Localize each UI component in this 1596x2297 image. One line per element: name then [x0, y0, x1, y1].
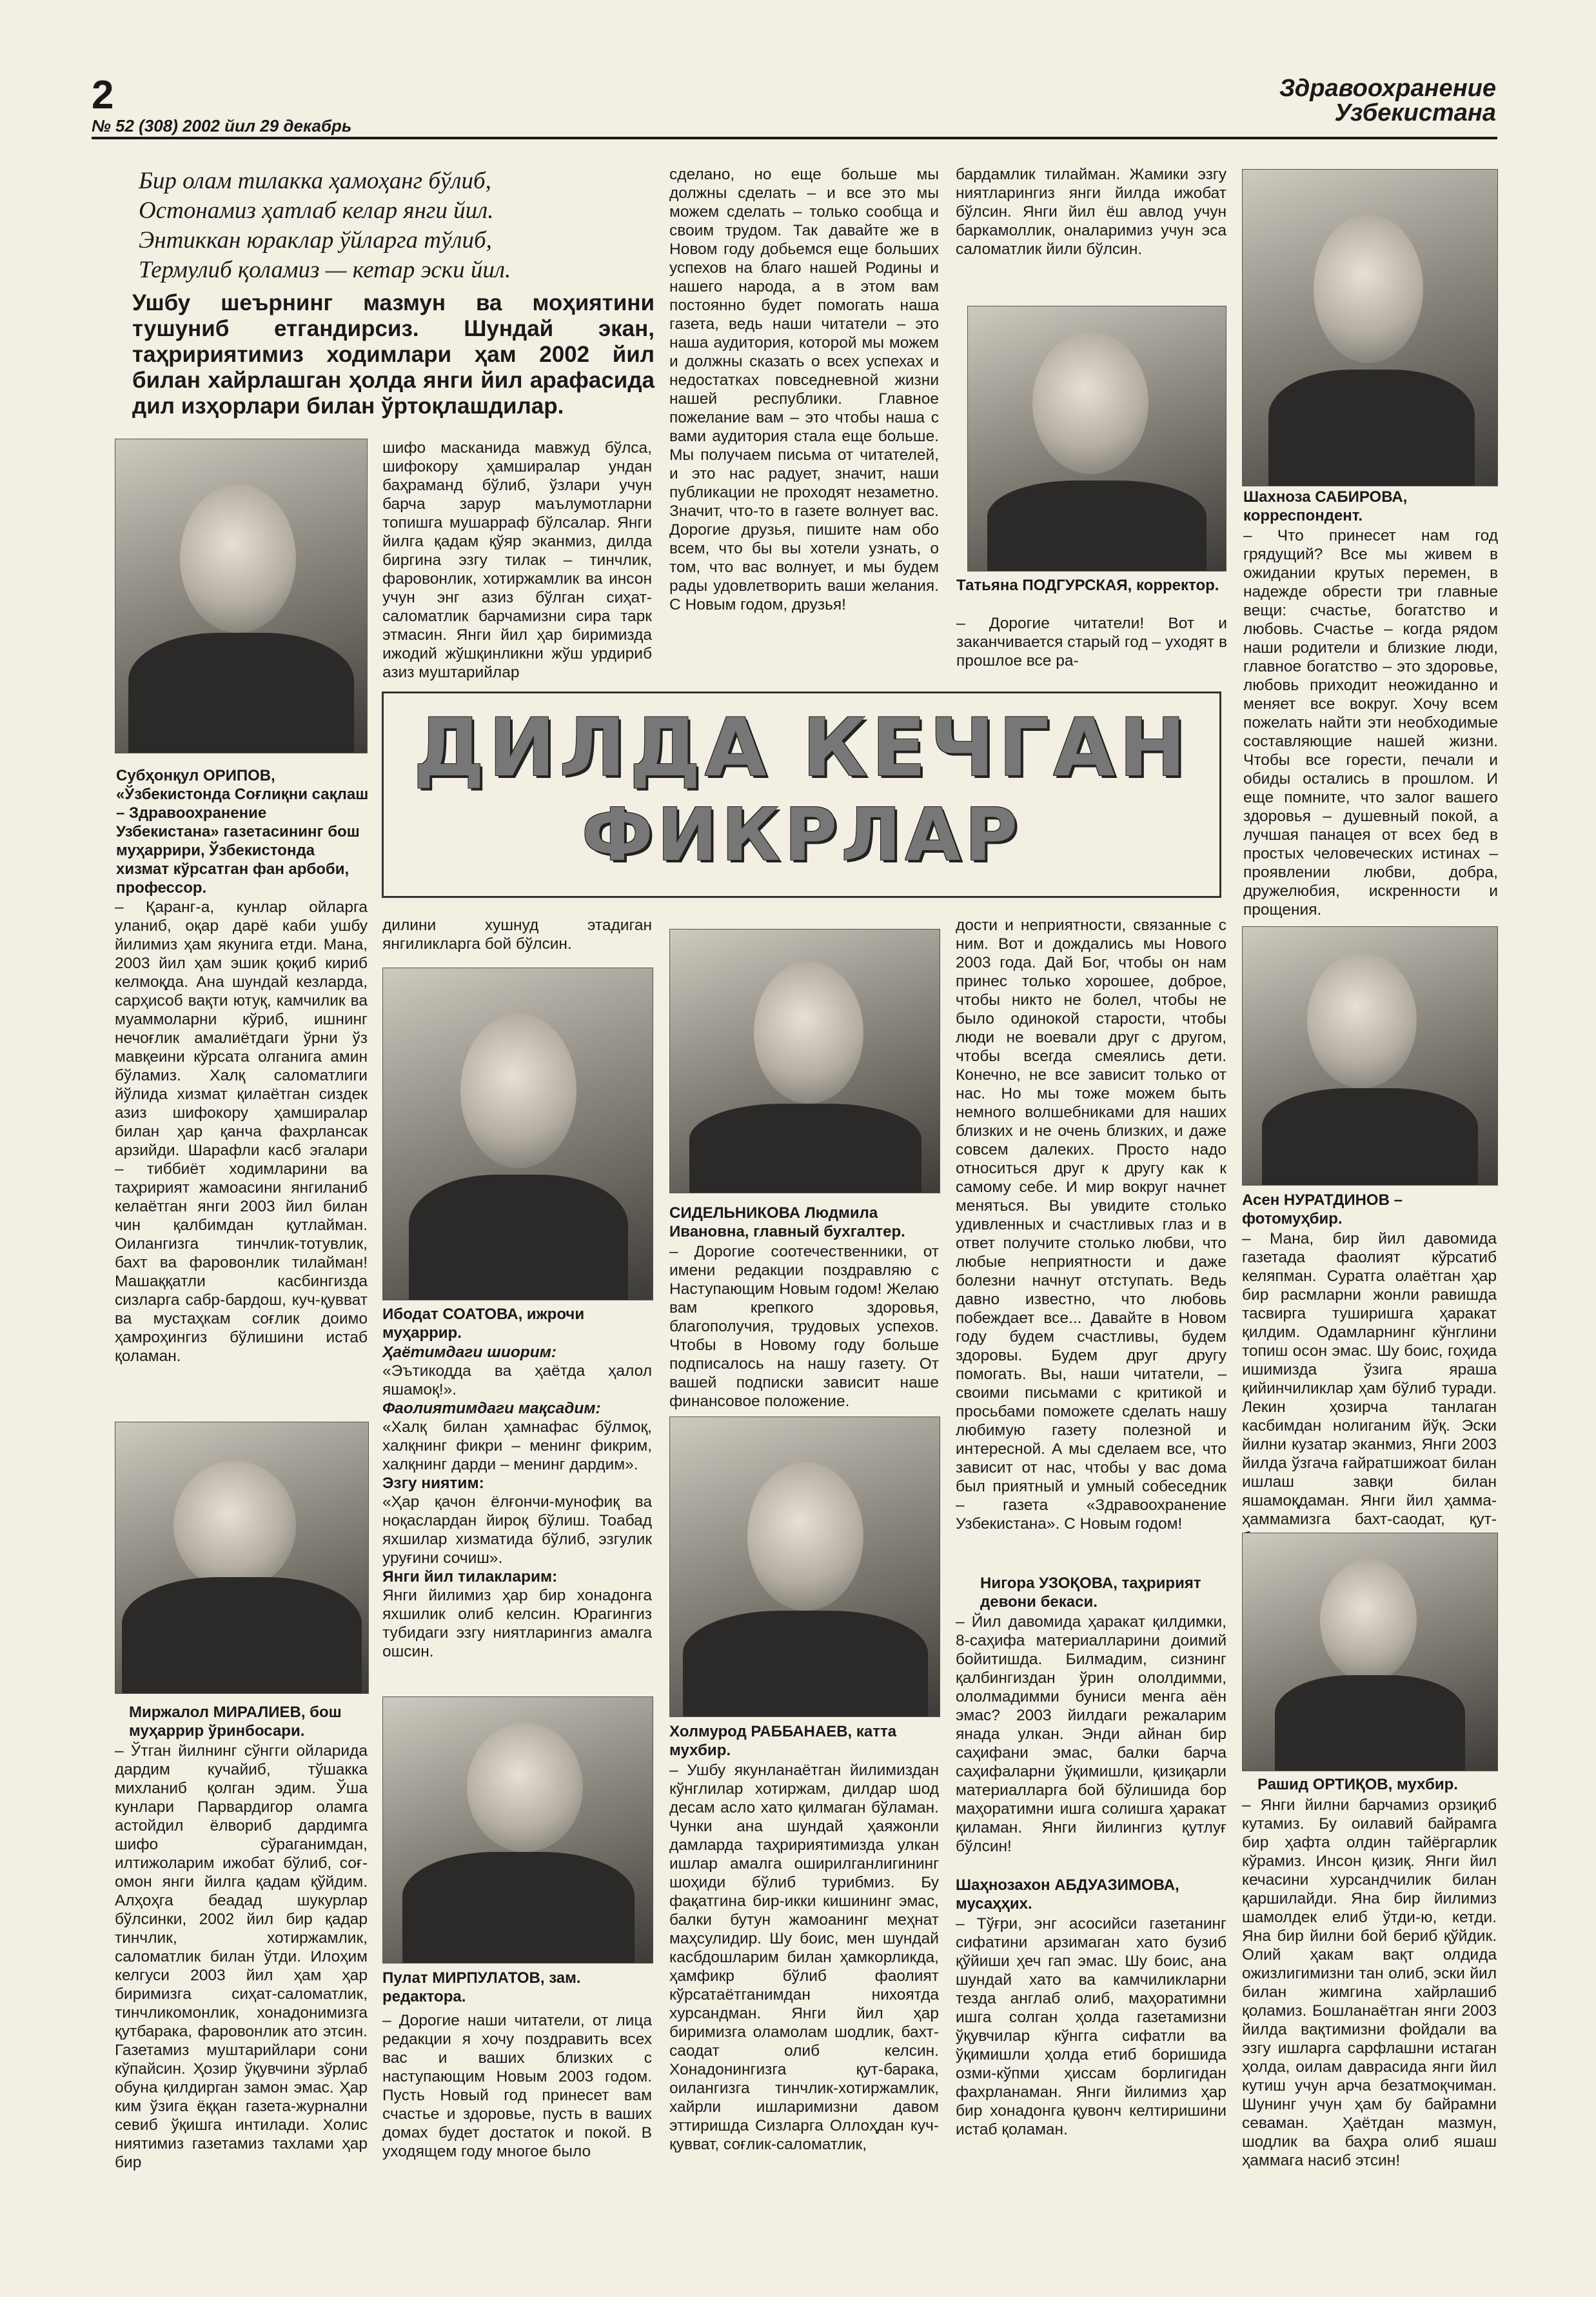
abduzimova-text: – Тўғри, энг асосийси газетанинг сифатини арзимаган хато бузиб қўйиши ҳеч гап эмас. Шу боис, ана шундай хато ва камчиликларни тезда англаб олиб, маҳоратимни ишга солган ҳолда газетамизни ўқувчилар кўнгга сифатли ва ўқимишли ҳолда етиб боришида озми-кўпми ҳиссам борлигидан фахрланаман. Янги йилимиз ҳар бир хонадонга қувонч келтиришини истаб қоламан. [956, 1915, 1227, 2138]
ortiqov-caption: Рашид ОРТИҚОВ, мухбир. [1257, 1776, 1458, 1793]
masthead-line1: Здравоохранение [1279, 75, 1496, 102]
rabbanaev-photo [669, 1417, 940, 1717]
title-line2: ФИКРЛАР [581, 793, 1022, 877]
podgurskaya-photo [967, 306, 1227, 572]
issue-date: № 52 (308) 2002 йил 29 декабрь [92, 116, 352, 135]
soatova-q2: Фаолиятимдаги мақсадим: [382, 1400, 601, 1417]
podgurskaya-text: – Дорогие читатели! Вот и заканчивается старый год – уходят в прошлое все ра- [956, 615, 1227, 670]
soatova-caption: Ибодат СОАТОВА, ижрочи муҳаррир. [382, 1306, 585, 1342]
title-box [382, 691, 1221, 898]
uzokova-caption: Нигора УЗОҚОВА, таҳририят девони бекаси. [980, 1575, 1201, 1611]
header-rule [92, 137, 1497, 139]
editorial-text: сделано, но еще больше мы должны сделать – и все это мы можем сделать – только сообща и своим трудом. Так давайте же в Новом году добьемся еще больших успехов на благо нашей Родины и нашего народа, а в этом вам постоянно будет помогать наша газета, ведь наши читатели – это наша аудитория, которой мы можем и должны сказать о всех успехах и недостатках повседневной жизни нашей республики. Главное пожелание вам – это чтобы наша с вами аудитория стала еще больше. Мы получаем письма от читателей, и это нас радует, значит, наши публикации не проходят незаметно. Значит, что-то в газете волнует вас. Дорогие друзья, пишите нам обо всем, что бы вы хотели узнать, о том, что вас волнует, и мы будем рады удовлетворить ваши желания. С Новым годом, друзья! [669, 166, 939, 613]
oripov-text-continued: шифо масканида мавжуд бўлса, шифокору ҳамширалар ундан баҳраманд бўлиб, ўзлари учун барча зарур маълумотларни топишга мушарраф бўлсалар. Янги йилга қадам қўяр эканмиз, дилда биргина эзгу тилак – тинчлик, фаровонлик, хотиржамлик ва инсон учун энг азиз бўлган сиҳат-саломатлик барчамизни сира тарк этмасин. Янги йил ҳар биримизда ижодий жўшқинликни жўш урдириб азиз муштарийлар [382, 439, 652, 681]
center-right-text: дости и неприятности, связанные с ним. Вот и дождались мы Нового 2003 года. Дай Бог, чтобы он нам принес только хорошее, доброе, чтобы никто не болел, чтобы не было одинокой старости, чтобы люди не воевали друг с другом, чтобы всегда смеялись дети. Конечно, не все зависит только от нас. Но мы тоже можем быть немного волшебниками для наших близких и не очень близких, и даже совсем далеких. Просто надо относиться друг к другу как к самому себе. И мир вокруг начнет меняться. Вы увидите столько удивленных и счастливых глаз и в ответ получите столько любви, что любые неприятности и даже болезни начнут отступать. Ведь давно известно, что любовь побеждает все... Давайте в Новом году будем счастливы, будем здоровы. Будем друг другу помогать. Вы, наши читатели, – своими письмами с критикой и просьбами поможете сделать нашу любимую газету полезной и интересной. А мы сделаем все, что зависит от нас, чтобы у вас дома был приятный и умный собеседник – газета «Здравоохранение Узбекистана». С Новым годом! [956, 917, 1227, 1533]
mirpulatov-caption: Пулат МИРПУЛАТОВ, зам. редактора. [382, 1969, 581, 2005]
oripov-photo [115, 439, 368, 753]
soatova-q3: Эзгу ниятим: [382, 1475, 484, 1492]
nuratdinov-text: – Мана, бир йил давомида газетада фаолият кўрсатиб келяпман. Суратга олаётган ҳар бир расмларни жонли равишда тасвирга туширишга ҳаракат қилдим. Одамларнинг кўнглини топиш осон эмас. Шу боис, гоҳида ишимизда ўзига яраша қийинчиликлар ҳам бўлиб туради. Лекин ҳозирча танлаган касбимдан нолиганим йўқ. Эски йилни кузатар эканмиз, Янги 2003 йилда ўзгача ғайратшижоат билан ишлаш завқи билан яшамоқдаман. Янги йил ҳамма-ҳаммамизга бахт-саодат, қут- [1242, 1230, 1497, 1528]
podgurskaya-text-top: бардамлик тилайман. Жамики эзгу ниятларингиз янги йилда ижобат бўлсин. Янги йил ёш авлод учун баркамоллик, оналаримиз учун эса саломатлик йили бўлсин. [956, 166, 1227, 258]
masthead-line2: Узбекистана [1334, 99, 1496, 126]
nuratdinov-photo [1242, 926, 1498, 1186]
soatova-text-top: дилини хушнуд этадиган янгиликларга бой бўлсин. [382, 917, 652, 953]
lead-paragraph: Ушбу шеърнинг мазмун ва моҳиятини тушуниб етгандирсиз. Шундай экан, таҳририятимиз ходимлари ҳам 2002 йил билан хайрлашган ҳолда янги йил арафасида дил изҳорлари билан ўртоқлашдилар. [132, 290, 655, 419]
miraliev-photo [115, 1422, 369, 1694]
soatova-a4: Янги йилимиз ҳар бир хонадонга яхшилик олиб келсин. Юрагингиз тубидаги эзгу ниятларингиз амалга ошсин. [382, 1587, 652, 1660]
sidelnikova-caption: СИДЕЛЬНИКОВА Людмила Ивановна, главный бухгалтер. [669, 1204, 905, 1240]
oripov-text: – Қаранг-а, кунлар ойларга уланиб, оқар дарё каби ушбу йилимиз ҳам якунига етди. Мана, 2003 йил ҳам эшик қоқиб кириб келмоқда. Ана шундай кезларда, сарҳисоб вақти ютуқ, камчилик ва муаммоларни кўриб, ишнинг нечоғлик амалиётдаги ўрни ўз мавқеини кўрсата олганига амин бўламиз. Халқ саломатлиги йўлида хизмат қилаётган сиздек азиз шифокору ҳамширалар билан ҳар қанча фахрлансак арзийди. Шарафли касб эгалари – тиббиёт ходимларини ва таҳририят жамоасини янгиланиб келаётган янги 2003 йил билан чин қалбимдан қутлайман. Оилангизга тинчлик-тотувлик, бахт ва фаровонлик тилайман! Машаққатли касбингизда сизларга сабр-бардош, куч-қувват ва мустаҳкам соғлик доимо ҳамроҳингиз бўлишини истаб қоламан. [115, 899, 368, 1365]
sabirova-text: – Что принесет нам год грядущий? Все мы живем в ожидании крутых перемен, в надежде обрести три главные вещи: счастье, богатство и любовь. Счастье – когда рядом наши родители и близкие люди, главное богатство – это здоровье, любовь приходит неожиданно и меняет все вокруг. Хочу всем пожелать найти эти необходимые составляющие нашей жизни. Чтобы все горести, печали и обиды остались в прошлом. И еще помните, что залог вашего здоровья – душевный покой, а лучшая панацея от всех бед в простых человеческих истинах – проявлении любви, добра, дружелюбия, искренности и прощения. [1243, 527, 1498, 919]
sidelnikova-text: – Дорогие соотечественники, от имени редакции поздравляю с Наступающим Новым годом! Желаю вам крепкого здоровья, благополучия, трудовых успехов. Чтобы в Новому году больше подписалось на нашу газету. От вашей подписки зависит наше финансовое положение. [669, 1243, 939, 1410]
page-number: 2 [92, 73, 114, 117]
miraliev-text: – Ўтган йилнинг сўнгги ойларида дардим кучайиб, тўшакка михланиб қолган эдим. Ўша кунлари Парвардигор оламга астойдил ёлвориб дардимга шифо сўраганимдан, илтижоларим ижобат бўлиб, соғ-омон янги йилга қадам қўйдим. Алҳоҳга беадад шукурлар бўлсинки, 2002 йил бир қадар тинчлик, хотиржамлик, саломатлик билан ўтди. Илоҳим келгуси 2003 йил ҳам ҳар биримизга сиҳат-саломатлик, тинчликомонлик, хонадонимизга қутбарака, фаровонлик ато этсин. Газетамиз муштарийлари сони кўпайсин. Ҳозир ўқувчини зўрлаб обуна қилдирган замон эмас. Ҳар ким ўзига ёққан газета-журнални севиб ўқишга интилади. Холис ниятимиз газетамиз тахлами ҳар бир [115, 1742, 368, 2171]
soatova-a3: «Ҳар қачон ёлғончи-мунофиқ ва ноқаслардан йироқ бўлиш. Тоабад яхшилар хизматида бўлиб, эзгулик уруғини сочиш». [382, 1493, 652, 1567]
rabbanaev-text: – Ушбу якунланаётган йилимиздан кўнглилар хотиржам, дилдар шод десам асло хато қилмаган бўламан. Чунки ана шундай ҳаяжонли дамларда таҳририятимизда улкан ишлар амалга оширилганлигининг шоҳиди бўлиб турибмиз. Бу фақатгина бир-икки кишининг эмас, балки бутун жамоанинг меҳнат маҳсулидир. Шу боис, мен шундай касбдошларим билан ҳамкорликда, ҳамфикр бўлиб фаолият кўрсатаётганимдан нихоятда хурсандман. Янги йил ҳар биримизга оламолам шодлик, бахт-саодат олиб келсин. Хонадонингизга қут-барака, оилангизга тинчлик-хотиржамлик, хайрли ишларимизни давом эттиришда Сизларга Оллоҳдан куч-қувват, соғлик-саломатлик, [669, 1762, 939, 2153]
poem-line: Бир олам тилакка ҳамоҳанг бўлиб, [139, 168, 491, 194]
nuratdinov-caption: Асен НУРАТДИНОВ – фотомуҳбир. [1242, 1191, 1403, 1228]
mirpulatov-photo [382, 1696, 653, 1964]
poem-line: Остонамиз ҳатлаб келар янги йил. [139, 197, 494, 224]
sabirova-photo [1242, 169, 1498, 486]
poem-line: Энтиккан юраклар ўйларга тўлиб, [139, 227, 492, 254]
ortiqov-text: – Янги йилни барчамиз орзиқиб кутамиз. Бу оилавий байрамга бир ҳафта олдин тайёргарлик кўрамиз. Инсон қизиқ. Янги йил кечасини хурсандчилик билан қаршилайди. Яна бир йилимиз шамолдек елиб ўтди-ю, кетди. Яна бир йилни бой бериб қўйдик. Олий ҳакам вақт олдида ожизлигимизни тан олиб, эски йил билан жимгина хайрлашиб қоламиз. Бошланаётган янги 2003 йилда вақтимизни фойдали ва эзгу ишларга сарфлашни истаган ҳолда, оилам даврасида янги йил кутиш учун арча безатмоқчиман. Шунинг учун ҳам бу байрамни севаман. Ҳаётдан мазмун, шодлик ва баҳра олиб яшаш ҳаммага насиб этсин! [1242, 1796, 1497, 2169]
mirpulatov-text: – Дорогие наши читатели, от лица редакции я хочу поздравить всех вас и ваших близких с наступающим Новым 2003 годом. Пусть Новый год принесет вам счастье и здоровье, пусть в ваших домах будет достаток и покой. В уходящем году многое было [382, 2012, 652, 2160]
uzokova-text: – Йил давомида ҳаракат қилдимки, 8-саҳифа материалларини доимий бойитишда. Билмадим, сизнинг қалбингиздан ўрин ололдимми, ололмадимми буниси менга аён эмас? 2003 йилдаги режаларим янада улкан. Энди айнан бир саҳифани эмас, балки барча саҳифаларни ўқимишли, қизиқарли материалларга бой бўлишида бор маҳоратимни ишга солишга ҳаракат қиламан. Янги йилингиз қутлуғ бўлсин! [956, 1613, 1227, 1855]
sidelnikova-photo [669, 929, 940, 1193]
soatova-photo [382, 968, 653, 1300]
soatova-a2: «Халқ билан ҳамнафас бўлмоқ, халқнинг фикри – менинг фикрим, халқнинг дарди – менинг дардим». [382, 1418, 652, 1473]
soatova-q1: Ҳаётимдаги шиорим: [382, 1344, 557, 1361]
oripov-caption: Субҳонқул ОРИПОВ, «Ўзбекистонда Соғлиқни сақлаш – Здравоохранение Узбекистана» газетасининг бош муҳаррири, Ўзбекистонда хизмат кўрсатган фан арбоби, профессор. [116, 767, 369, 897]
title-line1: ДИЛДА КЕЧГАН [413, 702, 1190, 795]
rabbanaev-caption: Холмурод РАББАНАЕВ, катта мухбир. [669, 1723, 897, 1759]
poem-line: Термулиб қоламиз — кетар эски йил. [139, 257, 511, 283]
miraliev-caption: Миржалол МИРАЛИЕВ, бош муҳаррир ўринбосари. [129, 1704, 342, 1740]
soatova-q4: Янги йил тилакларим: [382, 1568, 558, 1586]
soatova-a1: «Эътикодда ва ҳаётда ҳалол яшамоқ!». [382, 1362, 652, 1398]
podgurskaya-caption: Татьяна ПОДГУРСКАЯ, корректор. [956, 577, 1219, 594]
abduzimova-caption: Шаҳнозахон АБДУАЗИМОВА, мусаҳҳих. [956, 1876, 1179, 1913]
soatova-qa [382, 1343, 652, 1672]
poem [139, 166, 648, 285]
ortiqov-photo [1242, 1533, 1498, 1771]
masthead [1212, 76, 1496, 125]
sabirova-caption: Шахноза САБИРОВА, корреспондент. [1243, 488, 1408, 524]
